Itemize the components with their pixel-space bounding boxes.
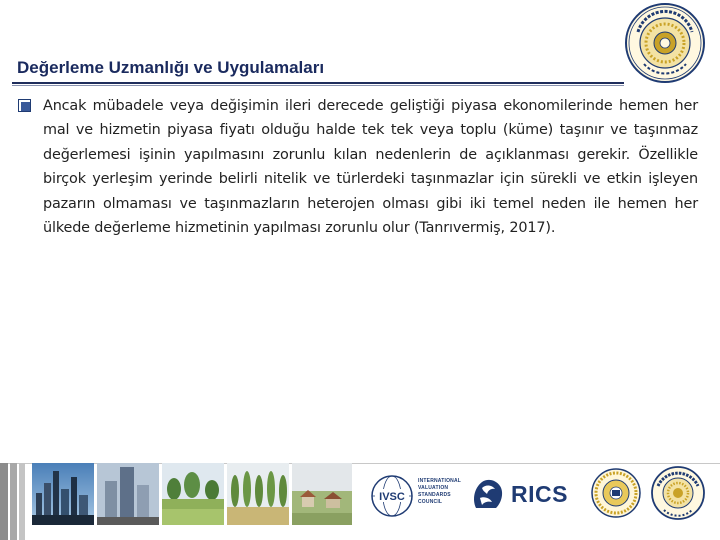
- seal-gold-icon: [590, 466, 642, 520]
- slide-title: Değerleme Uzmanlığı ve Uygulamaları: [17, 58, 325, 77]
- ivsc-line: INTERNATIONAL: [418, 478, 462, 484]
- bullet-item: [18, 94, 698, 240]
- ivsc-wordmark: [418, 478, 468, 506]
- tree-row-photo: [227, 463, 289, 525]
- university-seal-icon: [624, 2, 706, 84]
- decorative-bars: [0, 463, 28, 540]
- ivsc-line: STANDARDS: [418, 492, 451, 498]
- city-skyline-photo: [32, 463, 94, 525]
- ivsc-line: VALUATION: [418, 485, 449, 491]
- bullet-text: Ancak mübadele veya değişimin ileri derecede geliştiği piyasa ekonomilerinde hemen her mal ve hizmetin piyasa fiyatı olduğu halde tek tek veya toplu (küme) taşınır ve taşınmaz değerlemesi işinin yapılmasını zorunlu kılan nedenlerin de açıklanması gerekir. Özellikle birçok yerleşim yerinde belirli nitelik ve türlerdeki taşınmazlar için sürekli ve etkin işleyen pazarın olmaması ve taşınmazların heterojen olması gibi iki temel neden ile hemen her ülkede değerleme hizmetinin yapılması zorunlu olur (Tanrıvermiş, 2017).: [43, 98, 698, 237]
- title-underline: [12, 82, 624, 84]
- rics-wordmark: RICS: [511, 481, 568, 507]
- ivsc-globe-icon: [370, 474, 414, 518]
- ankara-university-seal-icon: [650, 464, 706, 522]
- ivsc-line: COUNCIL: [418, 499, 443, 505]
- modern-towers-photo: [97, 463, 159, 525]
- title-underline-thin: [12, 85, 624, 86]
- rics-lion-icon: [470, 474, 506, 514]
- farmland-photo: [162, 463, 224, 525]
- village-photo: [292, 463, 352, 525]
- checkbox-square-icon: [18, 99, 31, 112]
- ivsc-mark: IVSC: [379, 491, 405, 503]
